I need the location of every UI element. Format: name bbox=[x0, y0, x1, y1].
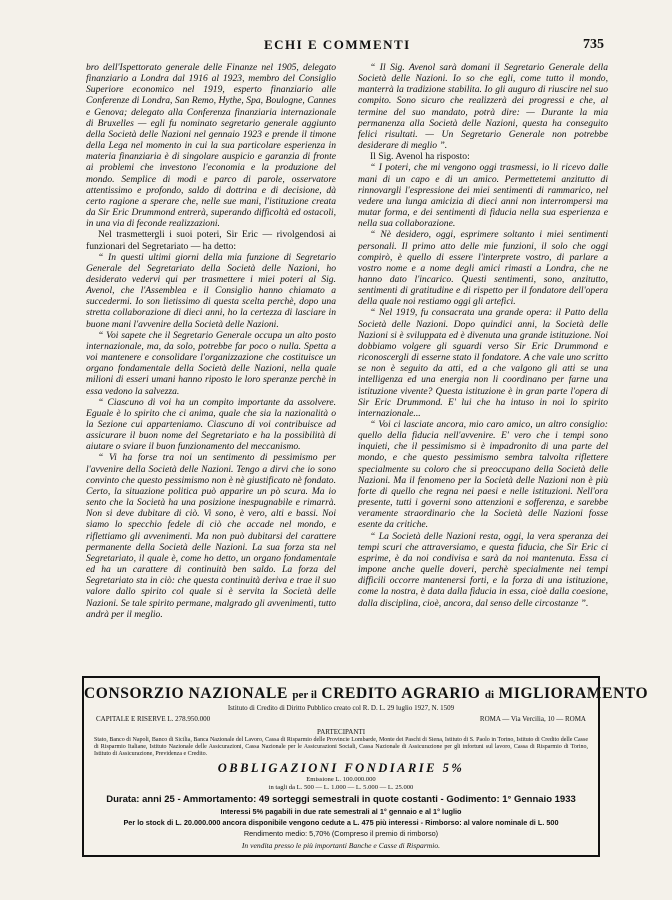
paragraph: “ Vi ha forse tra noi un sentimento di pessimismo per l'avvenire della Società delle Nazioni. Tengo a dirvi che io sono convinto che questo pessimismo non è nè giustificato nè fondato. Certo, la situazione politica può apparire un pò scura. Ma io sento che la Società ha una posizione inespugnabile e rimarrà. Non si deve dubitare di ciò. Vi sono, è vero, alti e bassi. Noi siamo lo specchio fedele di ciò che accade nel mondo, e riflettiamo gli avvenimenti. Ma non può dubitarsi del carattere permanente della Società delle Nazioni. La sua forza sta nel Segretariato, il quale è, come ho detto, un organo fondamentale ed ha un carattere di continuità ben saldo. La forza del Segretariato sta in ciò: che questa continuità deriva e trae il suo valore dallo spirito col quale si è servita la Società delle Nazioni. Se tale spirito permane, malgrado gli avvenimenti, tutto andrà per il meglio. bbox=[86, 452, 336, 620]
participants-heading: PARTECIPANTI bbox=[316, 728, 366, 736]
bond-duration: Durata: anni 25 - Ammortamento: 49 sorteggi semestrali in quote costanti - Godimento: 1° Gennaio 1933 bbox=[106, 794, 576, 805]
running-title: ECHI E COMMENTI bbox=[264, 37, 411, 52]
paragraph: “ In questi ultimi giorni della mia funzione di Segretario Generale del Segretariato della Società delle Nazioni, ho desiderato vedervi qui per trasmettere i miei poteri al Sig. Avenol, che l'Assemblea e il Consiglio hanno chiamato a succedermi. Io son lietissimo di questa scelta perchè, dopo una stretta collaborazione di dieci anni, ho la certezza di lasciare in buone mani l'avvenire della Società delle Nazioni. bbox=[86, 251, 336, 330]
paragraph: “ Il Sig. Avenol sarà domani il Segretario Generale della Società delle Nazioni. Io so che egli, come tutto il mondo, manterrà la tradizione stabilita. Io gli auguro di riuscire nel suo compito. Sono sicuro che realizzerà dei progressi e che, al termine del suo mandato, potrà dire: — Durante la mia permanenza alla Società delle Nazioni, questa ha conseguito felici risultati. — Un Segretario Generale non potrebbe desiderare di meglio ”. bbox=[358, 62, 608, 152]
paragraph: “ Nè desidero, oggi, esprimere soltanto i miei sentimenti personali. Il primo atto delle mie funzioni, il solo che oggi compirò, è quello di essere l'interprete vostro, di parlare a vostro nome e a nome degli amici rimasti a Londra, che ne hanno dato l'incarico. Questi sentimenti, sono, anzitutto, sentimenti di gratitudine e di rispetto per il fondatore dell'opera della quale noi restiamo oggi gli artefici. bbox=[358, 229, 608, 308]
ad-title-part: CREDITO AGRARIO bbox=[321, 685, 481, 702]
bond-emission: Emissione L. 100.000.000 bbox=[306, 776, 376, 783]
participants-list: Stato, Banco di Napoli, Banco di Sicilia, Banca Nazionale del Lavoro, Cassa di Risparmio delle Provincie Lombarde, Monte dei Paschi di Siena, Istituto di S. Paolo in Torino, Istituto di Credito delle Casse di Risparmio Italiane, Istituto Nazionale delle Assicurazioni, Cassa Nazionale per le Assicurazioni Sociali, Cassa Nazionale di Assicurazione per gli infortuni sul lavoro, Cassa di Risparmio di Torino, Istituto di Assicurazione, Previdenza e Credito. bbox=[94, 737, 588, 757]
page-header bbox=[84, 37, 604, 55]
paragraph: “ Nel 1919, fu consacrata una grande opera: il Patto della Società delle Nazioni. Dopo quindici anni, la Società delle Nazioni si è sviluppata ed è divenuta una grande istituzione. Noi dobbiamo volgere gli sguardi verso Sir Eric Drummond e riconoscergli di esserne stato il fondatore. A che vale uno scritto se non è seguito da atti, ed a che valgono gli atti se una intelligenza ed una energia non li coordinano per farne una istituzione vivente? Questa istituzione è in gran parte l'opera di Sir Eric Drummond. E' lui che ha intuso in noi lo spirito internazionale... bbox=[358, 307, 608, 419]
right-column bbox=[358, 62, 608, 609]
ad-subtitle: Istituto di Credito di Diritto Pubblico creato col R. D. L. 29 luglio 1927, N. 1509 bbox=[227, 704, 455, 712]
advertisement-box bbox=[82, 676, 649, 857]
left-column bbox=[86, 62, 336, 620]
paragraph: “ Voi sapete che il Segretario Generale occupa un alto posto internazionale, ma, da solo, potrebbe far poco o nulla. Spetta a voi mantenere e consolidare l'organizzazione che costituisce un organo fondamentale della Società delle Nazioni, nella quale milioni di esseri umani hanno riposto le loro speranze perchè in essa vedono la salvezza. bbox=[86, 329, 336, 397]
ad-title-part: CONSORZIO NAZIONALE bbox=[84, 685, 288, 702]
ad-address: ROMA — Via Vercilia, 10 — ROMA bbox=[479, 715, 586, 723]
paragraph: Nel trasmettergli i suoi poteri, Sir Eric — rivolgendosi ai funzionari del Segretariato — ha detto: bbox=[86, 229, 336, 252]
page-number: 735 bbox=[583, 37, 604, 52]
paragraph: “ Ciascuno di voi ha un compito importante da assolvere. Eguale è lo spirito che ci anima, quale che sia la nazionalità o la Sezione cui apparteniamo. Ciascuno di voi contribuisce ad assicurare il buon nome del Segretariato e ha la possibilità di aiutare o sviare il buon funzionamento del meccanismo. bbox=[86, 396, 336, 453]
paragraph: “ La Società delle Nazioni resta, oggi, la vera speranza dei tempi scuri che attraversiamo, e questa fiducia, che Sir Eric ci esprime, è da noi condivisa e sarà da noi mantenuta. Essa ci impone anche quelle doveri, perchè specialmente nei tempi difficili occorre mantenersi forti, e la forza di una istituzione, come la nostra, è data dalla fiducia in essa, cioè dalla coesione, dalla disciplina, cioè, ancora, dal senso delle circostanze ”. bbox=[358, 530, 608, 609]
ad-title-connector: per il bbox=[292, 689, 317, 701]
bonds-heading: OBBLIGAZIONI FONDIARIE 5% bbox=[217, 761, 465, 775]
bond-denominations: in tagli da L. 500 — L. 1.000 — L. 5.000 — L. 25.000 bbox=[268, 784, 414, 791]
bond-interest: Interessi 5% pagabili in due rate semestrali al 1° gennaio e al 1° luglio bbox=[220, 807, 462, 816]
paragraph: Il Sig. Avenol ha risposto: bbox=[370, 151, 470, 163]
ad-title-connector: di bbox=[484, 689, 495, 701]
bond-stock: Per lo stock di L. 20.000.000 ancora disponibile vengono cedute a L. 475 più interessi - Rimborso: al valore nominale di L. 500 bbox=[123, 818, 559, 827]
ad-capital-row bbox=[92, 715, 590, 726]
capital-reserves: CAPITALE E RISERVE L. 278.950.000 bbox=[96, 715, 211, 723]
paragraph: “ I poteri, che mi vengono oggi trasmessi, io li ricevo dalle mani di un capo e di un amico. Permettetemi anzitutto di rinnovargli l'espressione dei miei sentimenti di rammarico, nel vedere una lunga amicizia di dieci anni non interrompersi ma mutar forma, e dei sentimenti di fiducia nella sua esperienza e nella sua collaborazione. bbox=[358, 162, 608, 230]
paragraph: bro dell'Ispettorato generale delle Finanze nel 1905, delegato finanziario a Londra dal 1916 al 1923, membro del Consiglio Superiore economico nel 1919, esperto finanziario alle Conferenze di Londra, San Remo, Hythe, Spa, Boulogne, Cannes e Genova; delegato alla Conferenza finanziaria internazionale di Bruxelles — egli fu nominato segretario generale aggiunto della Società delle Nazioni nel gennaio 1923 e prende il timone della Lega nel momento in cui la sua particolare esperienza in materia finanziaria è di singolare auspicio e garanzia di fronte ai problemi che investono l'economia e la produzione del mondo. Semplice di modi e parco di parole, osservatore attentissimo e profondo, saldo di dottrina e di decisione, dà certo ragione a sperare che, nelle sue mani, l'istituzione creata da Sir Eric Drummond entrerà, superando difficoltà ed ostacoli, in una via di feconde realizzazioni. bbox=[86, 62, 336, 230]
bond-yield: Rendimento medio: 5,70% (Compreso il premio di rimborso) bbox=[243, 829, 439, 838]
paragraph: “ Voi ci lasciate ancora, mio caro amico, un altro consiglio: quello della fiducia nell'avvenire. E' vero che i tempi sono inquieti, che il pessimismo si è impadronito di una parte del mondo, e che questo pessimismo sembra talvolta riflettere specialmente su coloro che si preoccupano della Società delle Nazioni. Ma il fenomeno per la Società delle Nazioni non è più forte di quello che regna nei paesi e nelle istituzioni. Nell'ora presente, tutti i governi sono attenzioni e sofferenza, e sarebbe veramente straordinario che la Società delle Nazioni fosse esente da critiche. bbox=[358, 419, 608, 531]
ad-sale-note: In vendita presso le più importanti Banche e Casse di Risparmio. bbox=[241, 841, 441, 850]
ad-title bbox=[84, 685, 649, 703]
ad-title-part: MIGLIORAMENTO bbox=[498, 685, 649, 702]
